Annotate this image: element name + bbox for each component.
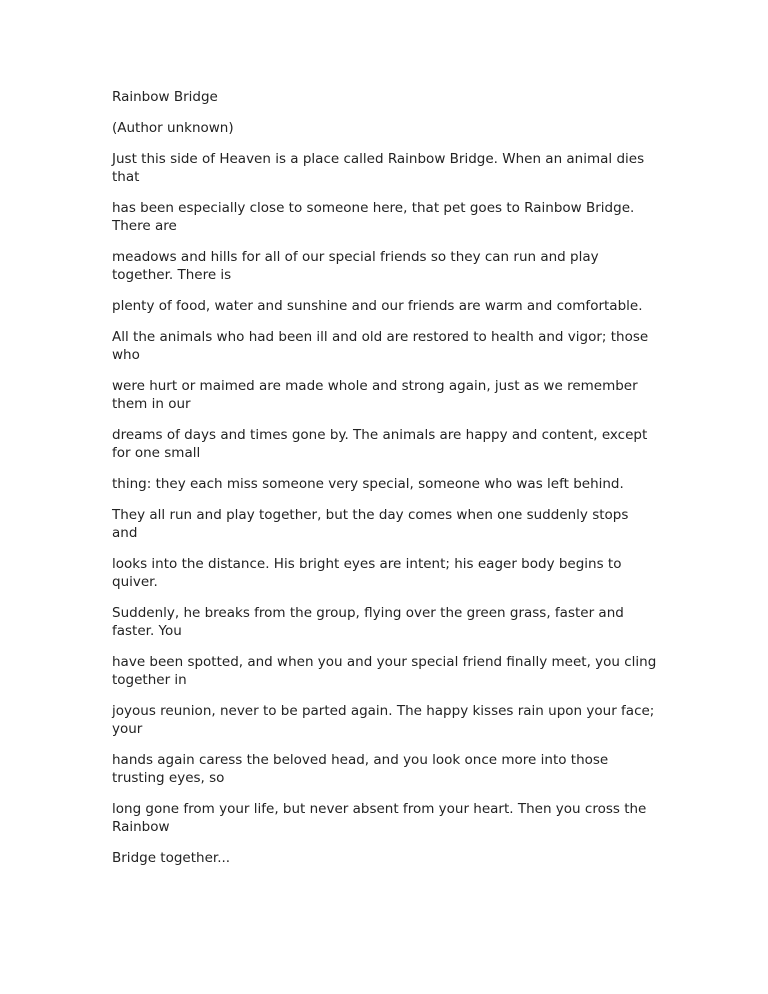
paragraph: meadows and hills for all of our special friends so they can run and play together. There is: [112, 249, 599, 283]
paragraph: joyous reunion, never to be parted again. The happy kisses rain upon your face; your: [112, 703, 655, 737]
paragraph: has been especially close to someone here, that pet goes to Rainbow Bridge. There are: [112, 200, 635, 234]
paragraph: dreams of days and times gone by. The animals are happy and content, except for one small: [112, 427, 648, 461]
paragraph: long gone from your life, but never absent from your heart. Then you cross the Rainbow: [112, 801, 647, 835]
paragraph: Bridge together...: [112, 850, 231, 866]
paragraph: plenty of food, water and sunshine and our friends are warm and comfortable.: [112, 298, 643, 314]
paragraph: They all run and play together, but the day comes when one suddenly stops and: [112, 507, 629, 541]
paragraph: have been spotted, and when you and your special friend finally meet, you cling together in: [112, 654, 657, 688]
document-author: (Author unknown): [112, 120, 234, 136]
paragraph: All the animals who had been ill and old are restored to health and vigor; those who: [112, 329, 649, 363]
paragraph: thing: they each miss someone very special, someone who was left behind.: [112, 476, 624, 492]
document-title: Rainbow Bridge: [112, 89, 218, 105]
document-page: [112, 88, 657, 880]
paragraph: looks into the distance. His bright eyes are intent; his eager body begins to quiver.: [112, 556, 622, 590]
paragraph: hands again caress the beloved head, and you look once more into those trusting eyes, so: [112, 752, 609, 786]
paragraph: were hurt or maimed are made whole and strong again, just as we remember them in our: [112, 378, 638, 412]
paragraph: Suddenly, he breaks from the group, flying over the green grass, faster and faster. You: [112, 605, 624, 639]
paragraph: Just this side of Heaven is a place called Rainbow Bridge. When an animal dies that: [112, 151, 645, 185]
